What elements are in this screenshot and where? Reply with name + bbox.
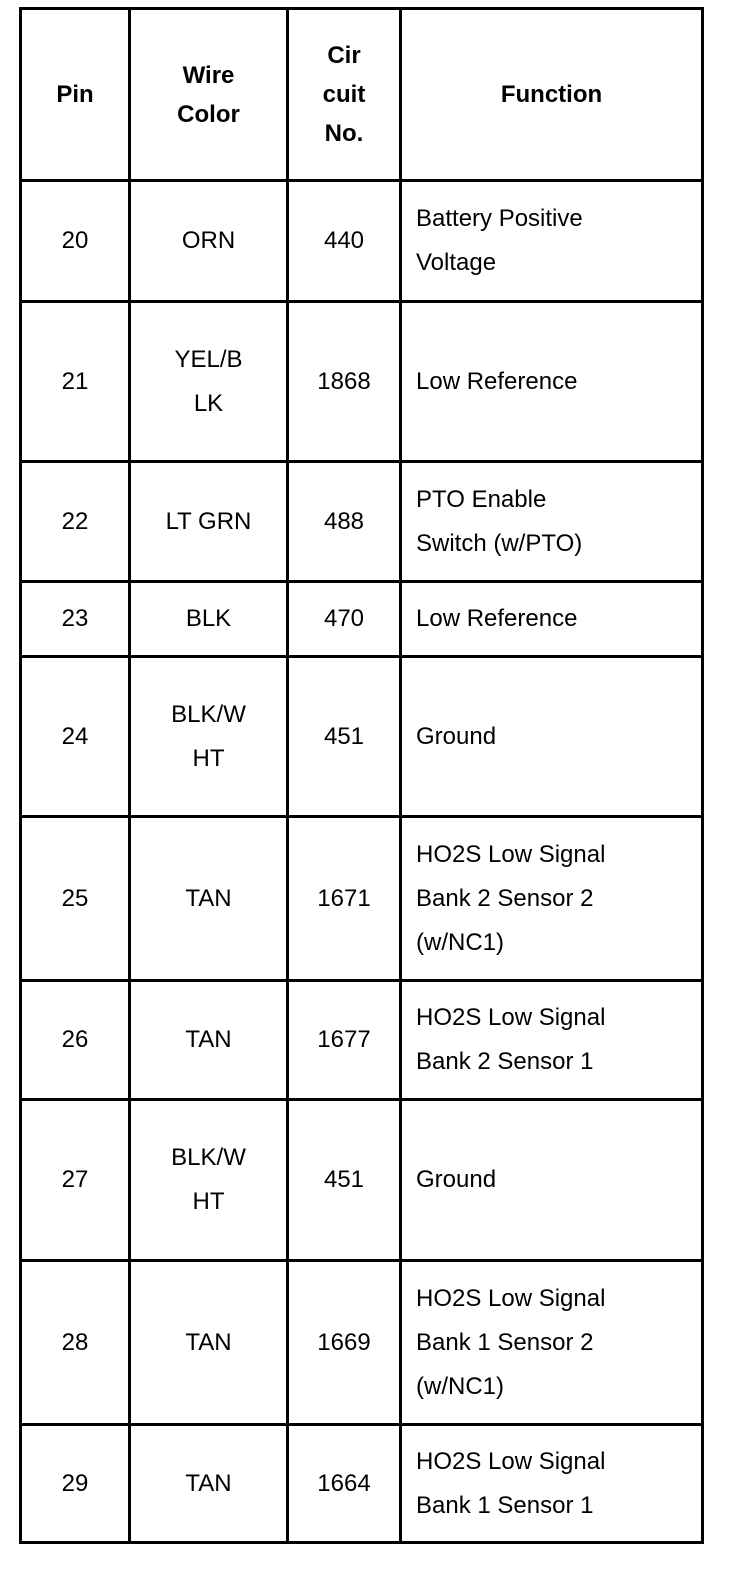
- table-row: [21, 1100, 703, 1261]
- cell-pin: 23: [21, 582, 130, 657]
- cell-circuit: 1669: [288, 1261, 401, 1425]
- table-row: [21, 1261, 703, 1425]
- cell-circuit: 440: [288, 181, 401, 302]
- cell-circuit: 470: [288, 582, 401, 657]
- cell-wire-color: TAN: [130, 1261, 288, 1425]
- cell-circuit: 1664: [288, 1425, 401, 1543]
- cell-pin: 21: [21, 302, 130, 462]
- cell-wire-color: TAN: [130, 1425, 288, 1543]
- header-row: [21, 9, 703, 181]
- table-row: [21, 302, 703, 462]
- cell-function: HO2S Low Signal Bank 1 Sensor 1: [401, 1425, 703, 1543]
- header-function: Function: [401, 9, 703, 181]
- cell-function: Low Reference: [401, 302, 703, 462]
- cell-circuit: 451: [288, 657, 401, 817]
- cell-pin: 20: [21, 181, 130, 302]
- header-wire-color: Wire Color: [130, 9, 288, 181]
- table-row: [21, 1425, 703, 1543]
- cell-circuit: 1677: [288, 981, 401, 1100]
- cell-wire-color: TAN: [130, 981, 288, 1100]
- cell-pin: 27: [21, 1100, 130, 1261]
- cell-wire-color: BLK/W HT: [130, 1100, 288, 1261]
- cell-wire-color: ORN: [130, 181, 288, 302]
- cell-circuit: 451: [288, 1100, 401, 1261]
- cell-pin: 25: [21, 817, 130, 981]
- cell-pin: 26: [21, 981, 130, 1100]
- table-row: [21, 817, 703, 981]
- cell-circuit: 1868: [288, 302, 401, 462]
- cell-pin: 24: [21, 657, 130, 817]
- cell-pin: 29: [21, 1425, 130, 1543]
- cell-wire-color: LT GRN: [130, 462, 288, 582]
- cell-wire-color: YEL/B LK: [130, 302, 288, 462]
- cell-wire-color: TAN: [130, 817, 288, 981]
- cell-wire-color: BLK/W HT: [130, 657, 288, 817]
- table-row: [21, 981, 703, 1100]
- cell-wire-color: BLK: [130, 582, 288, 657]
- pin-table: [19, 7, 704, 1544]
- cell-function: Ground: [401, 1100, 703, 1261]
- cell-function: PTO Enable Switch (w/PTO): [401, 462, 703, 582]
- table-row: [21, 462, 703, 582]
- cell-pin: 28: [21, 1261, 130, 1425]
- cell-pin: 22: [21, 462, 130, 582]
- cell-function: HO2S Low Signal Bank 2 Sensor 1: [401, 981, 703, 1100]
- cell-function: Battery Positive Voltage: [401, 181, 703, 302]
- header-circuit-no: Cir cuit No.: [288, 9, 401, 181]
- cell-function: Ground: [401, 657, 703, 817]
- cell-circuit: 488: [288, 462, 401, 582]
- cell-function: Low Reference: [401, 582, 703, 657]
- table-row: [21, 582, 703, 657]
- table-row: [21, 657, 703, 817]
- cell-function: HO2S Low Signal Bank 1 Sensor 2 (w/NC1): [401, 1261, 703, 1425]
- table-row: [21, 181, 703, 302]
- cell-circuit: 1671: [288, 817, 401, 981]
- cell-function: HO2S Low Signal Bank 2 Sensor 2 (w/NC1): [401, 817, 703, 981]
- header-pin: Pin: [21, 9, 130, 181]
